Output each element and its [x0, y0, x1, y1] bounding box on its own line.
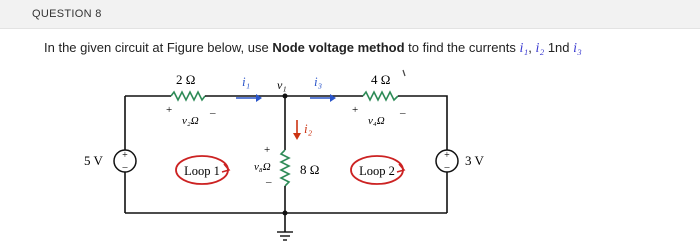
node-bottom-dot	[283, 211, 288, 216]
current-i1-text: i₁	[519, 41, 529, 56]
source-left-plus: +	[122, 150, 128, 161]
current-i3-text: i₃	[573, 41, 582, 56]
v4-plus: +	[352, 104, 359, 116]
r8-label: 8 Ω	[300, 162, 320, 177]
i2-arrow-icon	[293, 120, 301, 140]
source-right-label: 3 V	[465, 153, 484, 168]
v8-label: v₈Ω	[254, 161, 271, 173]
r4-label: 4 Ω	[371, 72, 391, 87]
v2-minus: –	[210, 107, 216, 119]
source-left-label: 5 V	[84, 153, 103, 168]
source-right-plus: +	[444, 150, 450, 161]
method-emphasis: Node voltage method	[272, 40, 405, 55]
i1-label: i₁	[242, 74, 251, 89]
separator: ,	[528, 40, 536, 55]
ground-icon	[277, 232, 293, 240]
node-v1-dot	[283, 94, 288, 99]
i2-label: i₂	[304, 121, 313, 136]
v8-plus: +	[264, 144, 271, 156]
node-v1-label: v₁	[277, 78, 287, 92]
loop-2-arrow-icon	[397, 164, 404, 172]
v2-label: v₂Ω	[182, 115, 199, 127]
source-right-minus: –	[444, 162, 450, 173]
resistor-2-ohm	[171, 92, 205, 100]
voltage-source-right	[436, 150, 458, 173]
question-text-part: to find the currents	[404, 40, 520, 55]
loop-1-arrow-icon	[222, 164, 229, 172]
resistor-4-ohm	[363, 92, 398, 100]
question-number: QUESTION 8	[32, 8, 102, 20]
i3-label: i₃	[314, 74, 323, 89]
source-left-minus: –	[122, 162, 128, 173]
wire-top-right	[398, 96, 447, 150]
pointer-mark-icon	[403, 70, 405, 76]
v4-minus: –	[400, 107, 406, 119]
loop-1-label: Loop 1	[184, 164, 220, 178]
v2-plus: +	[166, 104, 173, 116]
separator: 1nd	[544, 40, 574, 55]
r2-label: 2 Ω	[176, 72, 196, 87]
loop-2-label: Loop 2	[359, 164, 395, 178]
voltage-source-left	[114, 150, 136, 173]
resistor-8-ohm	[281, 150, 289, 186]
question-text-part: In the given circuit at Figure below, use	[44, 40, 273, 55]
current-i2-text: i₂	[535, 41, 545, 56]
v4-label: v₄Ω	[368, 115, 385, 127]
v8-minus: –	[266, 176, 272, 188]
